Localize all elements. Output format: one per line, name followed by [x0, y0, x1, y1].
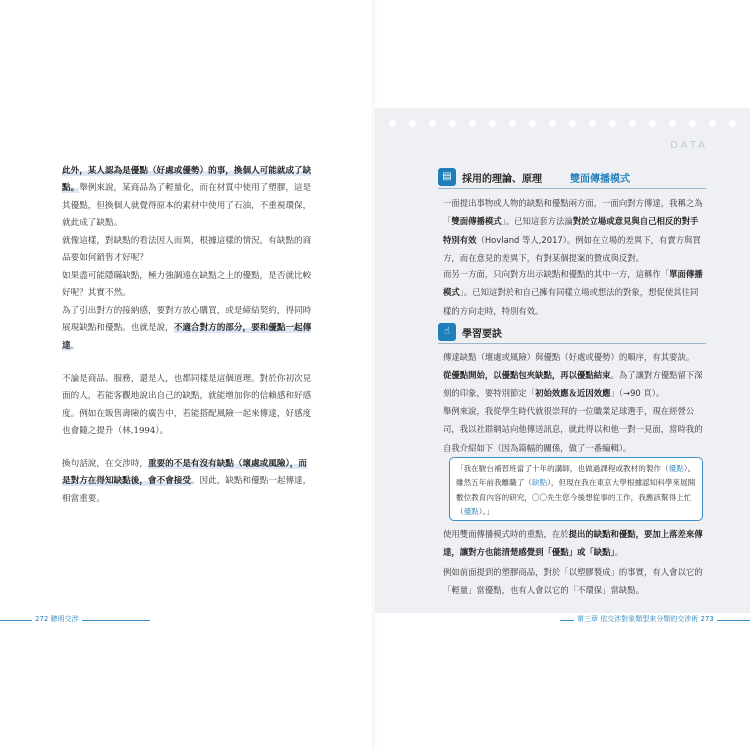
right-paragraph-3: 傳達缺點（壞處或風險）與優點（好處或優勢）的順序，有其要訣。 — [443, 352, 695, 362]
section-divider — [438, 343, 706, 344]
section-divider — [438, 188, 706, 189]
quote-text: ）。雖然五年前我離職了（ — [456, 464, 696, 488]
left-paragraph-2: 就像這樣，對缺點的看法因人而異，根據這樣的情況，有缺點的商品要如何銷售才好呢？ — [62, 236, 312, 264]
left-paragraph-5: 不論是商品、服務，還是人，也都同樣是這個道理。對於你初次見面的人，若能客觀地說出自己的缺點，就能增加你的信賴感和好感度。例如在販售壽險的廣告中，若能搭配風險一起來傳達，好感度也會隨之提升（林,1994）。 — [62, 374, 312, 437]
quote-text: ），但現在我在東京大學根據認知科學來展開數位教育內容的研究，〇〇先生您今後想從事的工作，我應該幫得上忙（ — [456, 478, 696, 516]
body-text: 而另一方面，只向對方出示缺點和優點的其中一方，這稱作「 — [443, 269, 670, 279]
body-text: 換句話說，在交涉時， — [62, 459, 148, 469]
quote-keyword: 缺點 — [531, 478, 548, 488]
body-text: 。因此，缺點和優點一起傳達，相當重要。 — [62, 476, 312, 504]
binder-dots — [375, 120, 750, 130]
bold-text: 單面傳播模式 — [443, 269, 703, 298]
bold-text: 提出的缺點和優點，要加上落差來傳達，讓對方也能清楚感覺到「優點」或「缺點」 — [443, 529, 703, 558]
quote-text: 「我在駿台補習班當了十年的講師，也做過課程或教材的製作（ — [456, 464, 669, 473]
quote-keyword: 優點 — [463, 506, 479, 516]
right-paragraph-6 — [443, 525, 705, 562]
right-paragraph-1 — [443, 194, 705, 267]
left-paragraph-4 — [62, 303, 312, 355]
section-title: 採用的理論、原理 — [462, 174, 542, 185]
body-text: 」。已知這套方法論 — [501, 216, 573, 227]
section-title: 學習要訣 — [462, 329, 502, 340]
body-text: 使用雙面傳播模式時的重點，在於 — [443, 529, 569, 539]
left-paragraph-3: 如果盡可能隱瞞缺點，極力強調遠在缺點之上的優點，是否就比較好呢？其實不然。 — [62, 271, 312, 299]
body-text: （Hovland 等人,2017）。例如在立場的差異下，有賣方與買方，而在意見的差異下，有對某個提案的贊成與反對。 — [443, 234, 701, 263]
highlight-text: 不適合對方的部分，要和優點一起傳達 — [62, 323, 312, 351]
book-spine — [372, 0, 378, 750]
body-text: 為了引出對方的接納感，要對方放心購買，或是締結契約，得同時展現缺點和優點。也就是說， — [62, 306, 312, 334]
quote-keyword: 優點 — [668, 464, 684, 473]
right-paragraph-4 — [443, 366, 705, 403]
data-label: DATA — [670, 140, 708, 151]
left-page-footer: 272 聰明交涉 — [32, 614, 82, 624]
bold-text: 雙面傳播模式 — [451, 216, 502, 227]
hand-pointer-icon: ☝ — [438, 323, 456, 341]
left-paragraph-6 — [62, 456, 312, 508]
bold-text: 對於立場或意見與自己相反的對手特別有效 — [443, 216, 699, 245]
left-paragraph-1 — [62, 163, 312, 233]
right-page-footer: 第三章 依交涉對象類型來分類的交涉術 273 — [574, 614, 717, 624]
body-text: 」。已知這對於和自己擁有同樣立場或想法的對象，想促使其往同樣的方向走時，特別有效。 — [443, 287, 699, 316]
section-subtitle: 雙面傳播模式 — [570, 174, 630, 185]
body-text: 。為了讓對方優點留下深刻的印象，要特別節定「 — [443, 370, 703, 399]
quote-text: ）。」 — [478, 506, 494, 516]
bold-text: 初始效應＆近因效應 — [535, 388, 611, 399]
right-paragraph-7: 例如前面提到的塑膠商品，對於「以塑膠製成」的事實，有人會以它的「輕量」當優點，也有人會以它的「不環保」當缺點。 — [443, 567, 703, 596]
right-paragraph-2 — [443, 265, 705, 320]
highlight-text: 此外，某人認為是優點（好處或優勢）的事，換個人可能就成了 — [62, 166, 303, 176]
body-text: 一面提出事物或人物的缺點和優點兩方面，一面向對方傳達，我稱之為「 — [443, 198, 703, 227]
self-intro-quote-box — [449, 457, 703, 521]
body-text: 。 — [70, 340, 80, 351]
body-text: 舉例來說，某商品為了輕量化，而在材質中使用了塑膠，這是其優點，但換個人就覺得原本的素材中使用了石油，不重視環保，就此成了缺點。 — [62, 183, 312, 229]
book-icon: ▤ — [438, 168, 456, 186]
bold-text: 從優點開始，以優點包夾缺點，再以優點結束 — [443, 370, 611, 380]
highlight-text: 重要的不是有沒有缺點（壞處或風險），而是對方在得知缺點後，會不會接受 — [62, 459, 307, 487]
highlight-text: 缺點。 — [62, 166, 312, 194]
body-text: 」（→90 頁）。 — [610, 388, 665, 399]
right-paragraph-5: 舉例來說，我從學生時代就很崇拜的一位職業足球選手，現在經營公司，我以社群網站向他傳送訊息，就此得以和他一對一見面，當時我的自我介紹如下（因為篇幅的關係，做了一番編輯）。 — [443, 406, 703, 453]
body-text: 。 — [614, 547, 624, 558]
